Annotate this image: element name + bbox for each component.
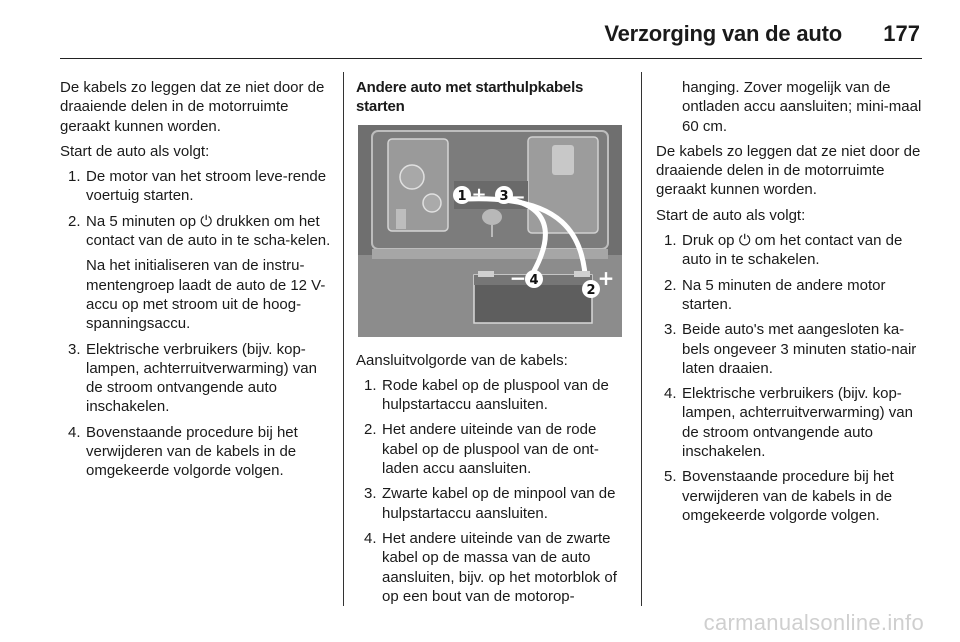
step-number: 2. [364,421,377,439]
step-number: 2. [68,212,81,230]
list-item [356,376,628,415]
step-text: om het contact van de auto in te schakelen. [682,232,903,269]
step-text: Zwarte kabel op de minpool van de hulpstartaccu aansluiten. [382,485,616,522]
list-item [656,78,926,136]
step-text: Rode kabel op de pluspool van de hulpstartaccu aansluiten. [382,376,609,414]
step-text: De motor van het stroom leve-rende voertuig starten. [86,168,327,205]
column-2 [356,78,628,612]
column-3 [656,78,926,531]
figure-label-3: 3 [499,188,509,204]
step-text: Het andere uiteinde van de zwarte kabel op de massa van de auto aansluiten, bijv. op het motorblok of op een bout van de motorop- [382,529,617,605]
continued-step [656,78,926,136]
column-divider [343,72,344,606]
start-steps [656,231,926,525]
step-text: Druk op [682,232,735,250]
step-text: Elektrische verbruikers (bijv. kop-lampen, achterruitverwarming) van de stroom ontvangende auto inschakelen. [682,385,913,461]
list-item [356,420,628,478]
step-text: Beide auto's met aangesloten ka-bels ongeveer 3 minuten statio-nair laten draaien. [682,321,917,377]
step-number: 4. [68,423,81,441]
list-item [656,467,926,525]
illustration-svg [358,125,622,337]
list-item [356,529,628,606]
list-item [656,231,926,270]
list-item [60,167,332,206]
step-number: 2. [664,276,677,294]
figure-minus-sign: − [509,265,527,290]
page-number: 177 [883,21,920,46]
list-item [656,276,926,315]
step-number: 3. [664,321,677,339]
step-note: Na het initialiseren van de instru-mentengroep laadt de auto de 12 V-accu op met stroom uit de hoog-spanningsaccu. [86,257,326,333]
step-number: 1. [364,376,377,394]
figure-label-1: 1 [457,188,467,204]
step-number: 1. [664,232,677,250]
start-label: Start de auto als volgt: [60,142,210,160]
figure-label-4: 4 [529,272,539,288]
step-number: 5. [664,468,677,486]
intro-paragraph: De kabels zo leggen dat ze niet door de draaiende delen in de motorruimte geraakt kunnen worden. [60,79,325,135]
step-text: Het andere uiteinde van de rode kabel op de pluspool van de ont-laden accu aansluiten. [382,421,599,478]
column-divider [641,72,642,606]
power-icon: ⏻ [200,211,213,230]
start-steps [60,167,332,480]
step-text: hanging. Zover mogelijk van de ontladen accu aansluiten; mini-maal 60 cm. [682,79,922,135]
step-number: 1. [68,168,81,186]
step-text: Na 5 minuten de andere motor starten. [682,276,886,313]
list-item [60,423,332,481]
step-number: 4. [364,529,377,547]
sequence-label: Aansluitvolgorde van de kabels: [356,351,568,369]
connection-steps [356,376,628,606]
list-item [656,320,926,378]
intro-paragraph: De kabels zo leggen dat ze niet door de draaiende delen in de motorruimte geraakt kunnen worden. [656,142,921,199]
step-text: Na 5 minuten op [86,212,197,230]
column-1 [60,78,332,487]
step-number: 3. [68,340,81,358]
figure-plus-sign: + [597,265,615,290]
page-title: Verzorging van de auto [604,21,842,46]
page-header [60,18,922,59]
list-item [60,340,332,417]
step-number: 3. [364,485,377,503]
section-heading: Andere auto met starthulpkabels starten [356,79,584,116]
step-text: Bovenstaande procedure bij het verwijderen van de kabels in de omgekeerde volgorde volgen. [682,468,894,524]
start-label: Start de auto als volgt: [656,206,806,224]
step-text: Bovenstaande procedure bij het verwijderen van de kabels in de omgekeerde volgorde volgen. [86,423,298,480]
figure-label-2: 2 [586,282,596,298]
step-number: 4. [664,385,677,403]
jump-start-illustration [358,125,622,337]
watermark: carmanualsonline.info [703,610,924,635]
list-item [656,384,926,461]
list-item [356,484,628,523]
step-text: drukken om het contact van de auto in te scha-kelen. [86,212,331,250]
figure-minus-sign: − [510,186,526,208]
step-text: Elektrische verbruikers (bijv. kop-lampen, achterruitverwarming) van de stroom ontvangende auto inschakelen. [86,340,317,416]
figure-plus-sign: + [471,183,487,205]
power-icon: ⏻ [738,231,751,250]
list-item [60,212,332,334]
